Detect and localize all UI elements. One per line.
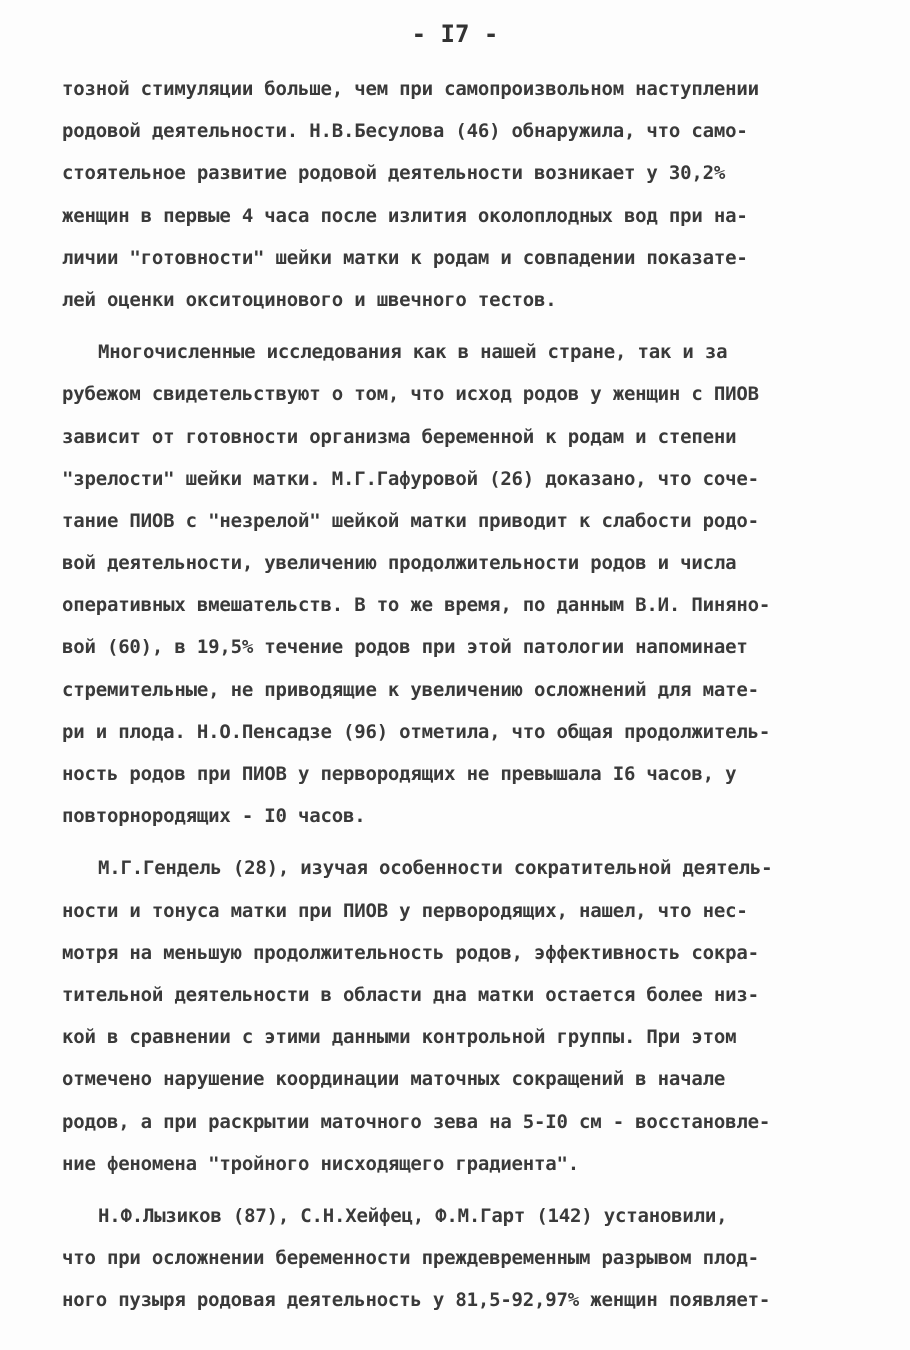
- paragraph-gap: [62, 837, 852, 847]
- text-line: что при осложнении беременности преждевременным разрывом плод-: [62, 1247, 759, 1270]
- text-line: мотря на меньшую продолжительность родов, эффективность сокра-: [62, 941, 759, 964]
- text-line: М.Г.Гендель (28), изучая особенности сократительной деятель-: [98, 857, 773, 880]
- text-line: ние феномена "тройного нисходящего градиента".: [62, 1152, 579, 1175]
- paragraph: [62, 68, 852, 321]
- paragraph: [62, 331, 852, 837]
- text-line: тительной деятельности в области дна матки остается более низ-: [62, 983, 759, 1006]
- text-line: ного пузыря родовая деятельность у 81,5-92,97% женщин появляет-: [62, 1289, 771, 1312]
- text-line: зависит от готовности организма беременной к родам и степени: [62, 425, 737, 448]
- text-line: вой деятельности, увеличению продолжительности родов и числа: [62, 552, 737, 575]
- text-line: рубежом свидетельствуют о том, что исход родов у женщин с ПИОВ: [62, 383, 759, 406]
- text-line: личии "готовности" шейки матки к родам и совпадении показате-: [62, 246, 748, 269]
- text-line: вой (60), в 19,5% течение родов при этой патологии напоминает: [62, 636, 748, 659]
- text-line: родов, а при раскрытии маточного зева на 5-I0 см - восстановле-: [62, 1110, 771, 1133]
- text-line: ри и плода. Н.О.Пенсадзе (96) отметила, что общая продолжитель-: [62, 720, 771, 743]
- text-line: отмечено нарушение координации маточных сокращений в начале: [62, 1068, 726, 1091]
- paragraph: [62, 1195, 852, 1322]
- text-line: тозной стимуляции больше, чем при самопроизвольном наступлении: [62, 78, 759, 100]
- text-line: стремительные, не приводящие к увеличению осложнений для мате-: [62, 678, 759, 701]
- text-body: [62, 68, 852, 1321]
- text-line: кой в сравнении с этими данными контрольной группы. При этом: [62, 1026, 737, 1049]
- paragraph-gap: [62, 321, 852, 331]
- text-line: тание ПИОВ с "незрелой" шейкой матки приводит к слабости родо-: [62, 509, 759, 532]
- text-line: оперативных вмешательств. В то же время, по данным В.И. Пиняно-: [62, 594, 771, 617]
- text-line: лей оценки окситоцинового и швечного тестов.: [62, 288, 557, 311]
- text-line: Многочисленные исследования как в нашей стране, так и за: [98, 341, 728, 364]
- text-line: родовой деятельности. Н.В.Бесулова (46) обнаружила, что само-: [62, 120, 748, 143]
- page-number: - I7 -: [411, 20, 499, 48]
- paragraph: [62, 847, 852, 1185]
- text-line: ности и тонуса матки при ПИОВ у первородящих, нашел, что нес-: [62, 899, 748, 922]
- text-line: "зрелости" шейки матки. М.Г.Гафуровой (26) доказано, что соче-: [62, 467, 759, 490]
- text-line: повторнородящих - I0 часов.: [62, 805, 366, 828]
- text-line: ность родов при ПИОВ у первородящих не превышала I6 часов, у: [62, 763, 737, 785]
- paragraph-gap: [62, 1185, 852, 1195]
- text-line: Н.Ф.Лызиков (87), С.Н.Хейфец, Ф.М.Гарт (142) установили,: [98, 1204, 728, 1227]
- text-line: стоятельное развитие родовой деятельности возникает у 30,2%: [62, 162, 726, 185]
- text-line: женщин в первые 4 часа после излития околоплодных вод при на-: [62, 204, 748, 227]
